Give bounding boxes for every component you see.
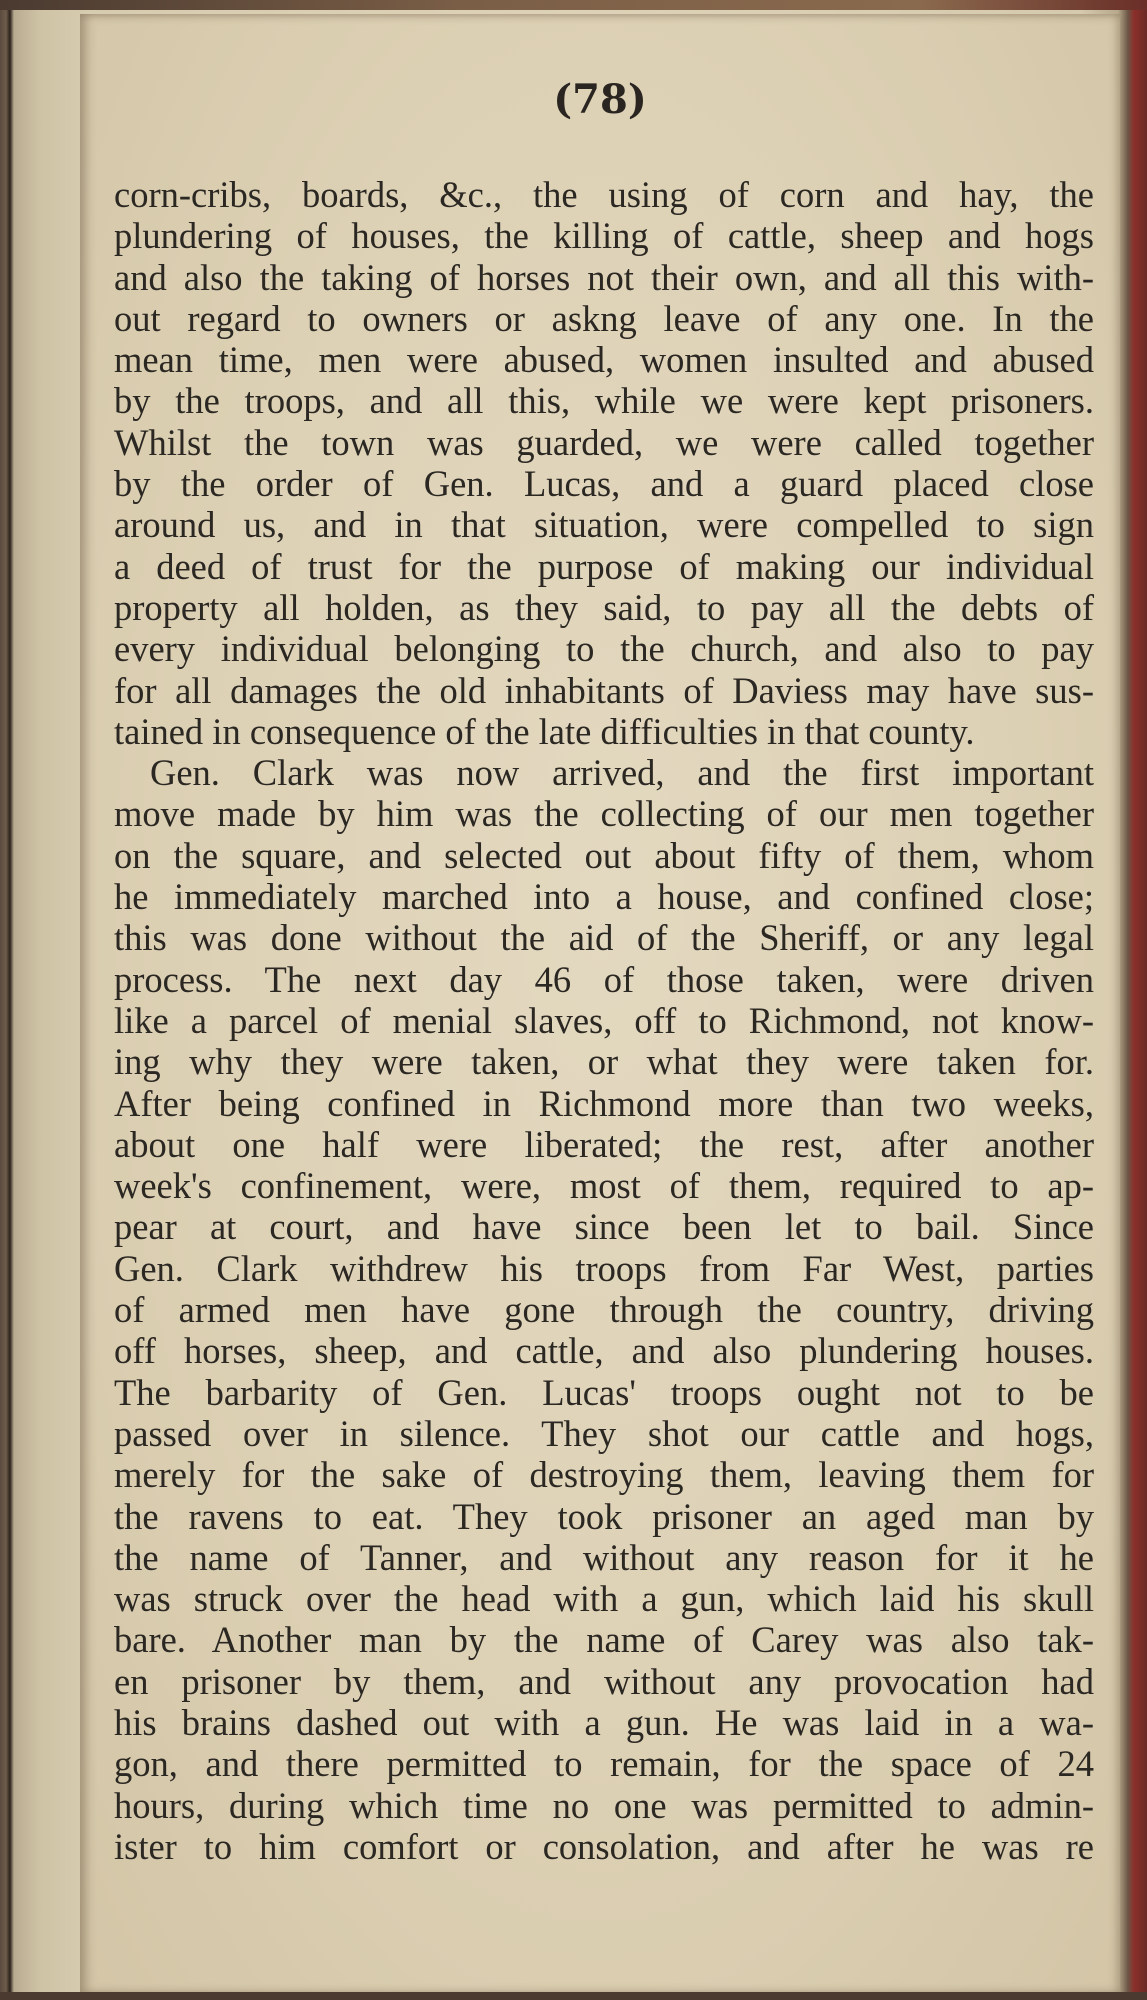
text-line: The barbarity of Gen. Lucas' troops ought not to be xyxy=(114,1371,1094,1413)
text-line: about one half were liberated; the rest, after another xyxy=(114,1123,1094,1165)
body-text xyxy=(114,174,1094,1867)
text-line: process. The next day 46 of those taken, were driven xyxy=(114,958,1094,1000)
text-line: gon, and there permitted to remain, for the space of 24 xyxy=(114,1743,1094,1785)
text-line: was struck over the head with a gun, which laid his skull xyxy=(114,1578,1094,1620)
text-line: plundering of houses, the killing of cattle, sheep and hogs xyxy=(114,215,1094,257)
page-sheet xyxy=(80,14,1120,1994)
text-line: for all damages the old inhabitants of Daviess may have sus- xyxy=(114,669,1094,711)
text-line: the name of Tanner, and without any reason for it he xyxy=(114,1536,1094,1578)
text-line: tained in consequence of the late difficulties in that county. xyxy=(114,710,975,752)
text-line: and also the taking of horses not their own, and all this with- xyxy=(114,256,1094,298)
text-line: his brains dashed out with a gun. He was laid in a wa- xyxy=(114,1701,1094,1743)
text-line: of armed men have gone through the country, driving xyxy=(114,1289,1094,1331)
text-line: the ravens to eat. They took prisoner an aged man by xyxy=(114,1495,1094,1537)
text-line: merely for the sake of destroying them, leaving them for xyxy=(114,1454,1094,1496)
book-edge-bottom xyxy=(0,1992,1147,2000)
text-line: move made by him was the collecting of our men together xyxy=(114,793,1094,835)
text-line: every individual belonging to the church, and also to pay xyxy=(114,628,1094,670)
text-line: en prisoner by them, and without any provocation had xyxy=(114,1660,1094,1702)
book-edge-top xyxy=(0,0,1147,10)
text-line: bare. Another man by the name of Carey was also tak- xyxy=(114,1619,1094,1661)
text-line: hours, during which time no one was permitted to admin- xyxy=(114,1784,1094,1826)
text-line: a deed of trust for the purpose of making our individual xyxy=(114,545,1094,587)
text-line: by the order of Gen. Lucas, and a guard placed close xyxy=(114,463,1094,505)
text-line: week's confinement, were, most of them, required to ap- xyxy=(114,1165,1094,1207)
text-line: out regard to owners or askng leave of any one. In the xyxy=(114,297,1094,339)
text-line: off horses, sheep, and cattle, and also plundering houses. xyxy=(114,1330,1094,1372)
text-line: Whilst the town was guarded, we were called together xyxy=(114,421,1094,463)
text-line: property all holden, as they said, to pay all the debts of xyxy=(114,586,1094,628)
text-line: mean time, men were abused, women insulted and abused xyxy=(114,339,1094,381)
text-line: corn-cribs, boards, &c., the using of corn and hay, the xyxy=(114,174,1094,215)
text-line: After being confined in Richmond more than two weeks, xyxy=(114,1082,1094,1124)
text-line: Gen. Clark was now arrived, and the first important xyxy=(150,752,1094,794)
text-line: ister to him comfort or consolation, and after he was re xyxy=(114,1825,1094,1867)
text-line: around us, and in that situation, were compelled to sign xyxy=(114,504,1094,546)
text-line: on the square, and selected out about fifty of them, whom xyxy=(114,834,1094,876)
text-line: by the troops, and all this, while we were kept prisoners. xyxy=(114,380,1094,422)
text-line: he immediately marched into a house, and confined close; xyxy=(114,876,1094,918)
text-line: Gen. Clark withdrew his troops from Far West, parties xyxy=(114,1247,1094,1289)
text-line: like a parcel of menial slaves, off to Richmond, not know- xyxy=(114,999,1094,1041)
text-line: pear at court, and have since been let to bail. Since xyxy=(114,1206,1094,1248)
page-number: (78) xyxy=(553,76,647,123)
text-line: ing why they were taken, or what they were taken for. xyxy=(114,1041,1094,1083)
text-line: passed over in silence. They shot our cattle and hogs, xyxy=(114,1412,1094,1454)
text-line: this was done without the aid of the Sheriff, or any legal xyxy=(114,917,1094,959)
